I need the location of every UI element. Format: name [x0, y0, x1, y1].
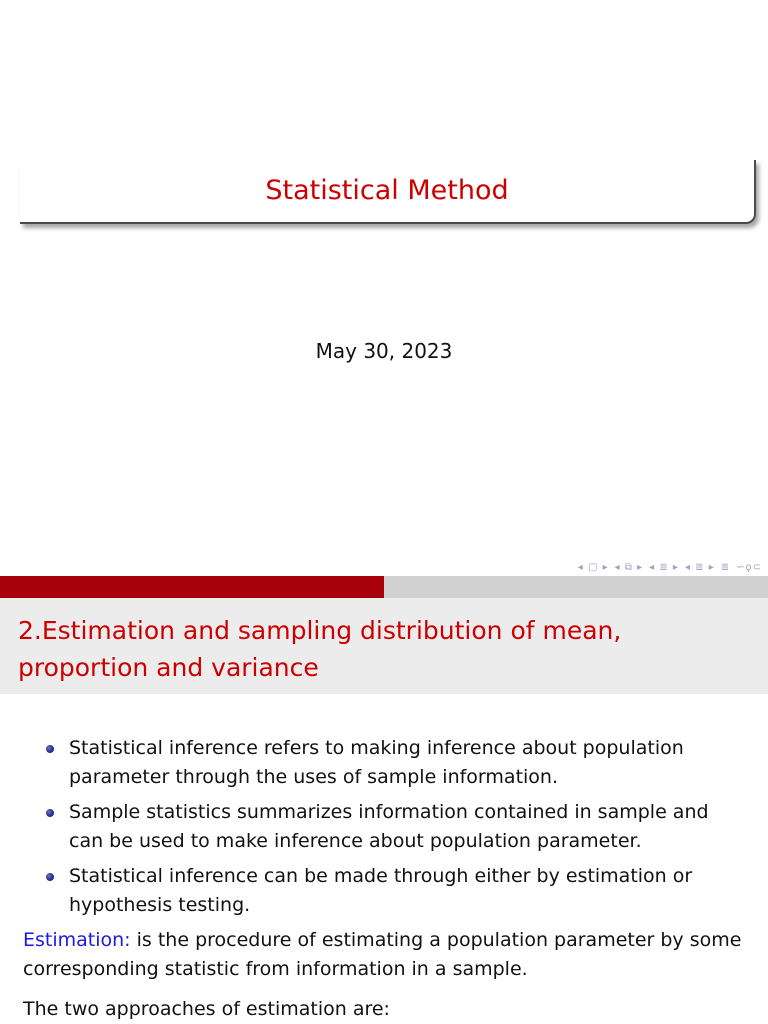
bullet-list [46, 734, 746, 926]
bullet-icon [46, 873, 54, 881]
list-item [46, 798, 746, 856]
nav-slide-icon[interactable]: ◂ ▢ ▸ [577, 562, 609, 573]
presentation-date: May 30, 2023 [315, 339, 453, 363]
frame-title: 2.Estimation and sampling distribution of mean, proportion and variance [18, 616, 622, 682]
slide-progress-fill [0, 576, 384, 598]
bullet-text: Statistical inference refers to making inference about population parameter through the uses of sample information. [69, 737, 684, 788]
bullet-text: Statistical inference can be made through either by estimation or hypothesis testing. [69, 865, 693, 916]
definition-text: is the procedure of estimating a population parameter by some corresponding statistic from information in a sample. [23, 929, 742, 980]
nav-subsection-icon[interactable]: ◂ ≣ ▸ [649, 562, 679, 573]
nav-frame-icon[interactable]: ◂ ⧉ ▸ [614, 562, 644, 573]
bullet-text: Sample statistics summarizes information contained in sample and can be used to make inference about population parameter. [69, 801, 709, 852]
slide-progress-bar [0, 576, 768, 598]
nav-search-icon[interactable]: ∽ϙ⊂ [736, 562, 762, 573]
beamer-navigation-bar [578, 561, 762, 575]
definition-term: Estimation: [23, 929, 131, 951]
nav-section-icon[interactable]: ◂ ≣ ▸ [684, 562, 715, 573]
bullet-icon [46, 809, 54, 817]
estimation-definition [23, 926, 743, 984]
title-box [20, 160, 756, 224]
list-item [46, 862, 746, 920]
nav-document-icon[interactable]: ≣ [720, 562, 731, 573]
list-item [46, 734, 746, 792]
approaches-intro: The two approaches of estimation are: [23, 998, 390, 1020]
presentation-title: Statistical Method [265, 175, 509, 206]
bullet-icon [46, 745, 54, 753]
